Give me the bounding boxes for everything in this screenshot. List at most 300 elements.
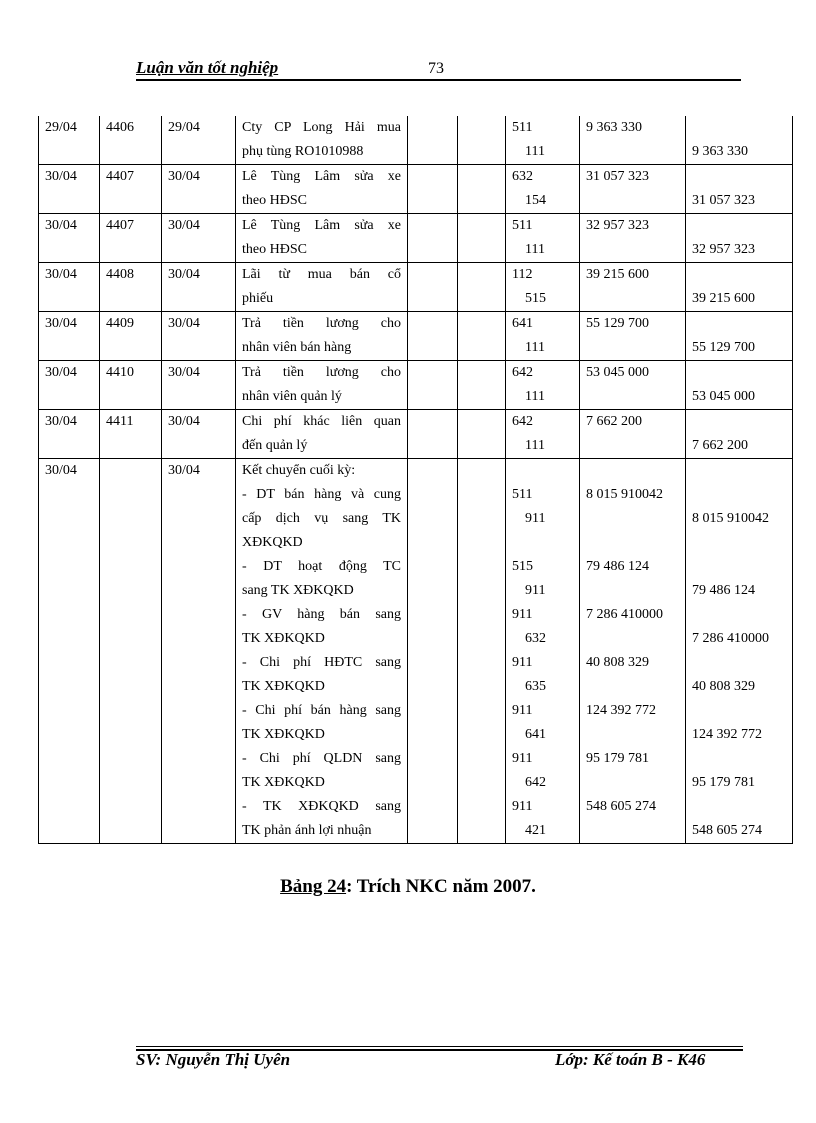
cell-debit: 95 179 781: [580, 747, 686, 771]
cell-blank-1: [408, 771, 458, 795]
cell-credit: [686, 555, 793, 579]
cell-credit: [686, 410, 793, 435]
cell-credit: 79 486 124: [686, 579, 793, 603]
caption-label: Bảng 24: [280, 876, 347, 897]
cell-description: Cty CP Long Hải mua: [236, 116, 408, 140]
cell-voucher-date: [162, 287, 236, 312]
table-row: [39, 214, 793, 239]
table-row: [39, 483, 793, 507]
cell-blank-2: [458, 819, 506, 844]
cell-credit: [686, 795, 793, 819]
cell-voucher-no: [100, 675, 162, 699]
cell-blank-2: [458, 507, 506, 531]
cell-debit: [580, 140, 686, 165]
table-row: [39, 723, 793, 747]
cell-description: sang TK XĐKQKD: [236, 579, 408, 603]
cell-description: TK phản ánh lợi nhuận: [236, 819, 408, 844]
cell-debit: 548 605 274: [580, 795, 686, 819]
cell-description: Lãi từ mua bán cổ: [236, 263, 408, 288]
cell-blank-2: [458, 214, 506, 239]
cell-credit: 7 286 410000: [686, 627, 793, 651]
cell-blank-2: [458, 747, 506, 771]
cell-credit: [686, 263, 793, 288]
cell-debit: [580, 385, 686, 410]
cell-voucher-no: [100, 385, 162, 410]
cell-voucher-date: [162, 723, 236, 747]
table-row: [39, 410, 793, 435]
table-row: [39, 747, 793, 771]
cell-debit: [580, 434, 686, 459]
cell-blank-2: [458, 361, 506, 386]
cell-blank-1: [408, 531, 458, 555]
cell-credit: [686, 165, 793, 190]
cell-account: [506, 459, 580, 484]
cell-record-date: [39, 385, 100, 410]
cell-blank-1: [408, 699, 458, 723]
cell-debit: 124 392 772: [580, 699, 686, 723]
cell-description: - DT bán hàng và cung: [236, 483, 408, 507]
cell-blank-2: [458, 287, 506, 312]
cell-voucher-no: 4407: [100, 214, 162, 239]
cell-account: 511: [506, 214, 580, 239]
journal-table-body: [39, 116, 793, 844]
cell-account: 911: [506, 747, 580, 771]
cell-voucher-no: [100, 627, 162, 651]
cell-account: 111: [506, 238, 580, 263]
cell-voucher-no: [100, 747, 162, 771]
cell-description: Trả tiền lương cho: [236, 312, 408, 337]
cell-account: 642: [506, 410, 580, 435]
cell-blank-1: [408, 627, 458, 651]
cell-account: 511: [506, 483, 580, 507]
cell-account: 911: [506, 699, 580, 723]
cell-description: Trả tiền lương cho: [236, 361, 408, 386]
table-row: [39, 795, 793, 819]
cell-blank-1: [408, 819, 458, 844]
cell-voucher-no: [100, 723, 162, 747]
cell-blank-1: [408, 579, 458, 603]
cell-voucher-no: 4409: [100, 312, 162, 337]
cell-voucher-date: [162, 627, 236, 651]
cell-record-date: 29/04: [39, 116, 100, 140]
header-rule: [136, 79, 741, 81]
cell-blank-1: [408, 434, 458, 459]
cell-credit: 9 363 330: [686, 140, 793, 165]
cell-voucher-no: 4410: [100, 361, 162, 386]
cell-voucher-date: 30/04: [162, 361, 236, 386]
cell-voucher-no: 4406: [100, 116, 162, 140]
cell-voucher-date: [162, 238, 236, 263]
cell-voucher-date: 30/04: [162, 459, 236, 484]
cell-voucher-date: [162, 434, 236, 459]
cell-account: 911: [506, 507, 580, 531]
cell-blank-1: [408, 723, 458, 747]
cell-description: Chi phí khác liên quan: [236, 410, 408, 435]
table-row: [39, 579, 793, 603]
cell-blank-1: [408, 165, 458, 190]
cell-record-date: 30/04: [39, 214, 100, 239]
cell-debit: [580, 723, 686, 747]
cell-record-date: [39, 795, 100, 819]
cell-voucher-date: [162, 819, 236, 844]
cell-credit: 7 662 200: [686, 434, 793, 459]
cell-account: 642: [506, 771, 580, 795]
cell-blank-2: [458, 531, 506, 555]
cell-record-date: 30/04: [39, 165, 100, 190]
cell-record-date: [39, 238, 100, 263]
cell-description: phiếu: [236, 287, 408, 312]
cell-blank-2: [458, 165, 506, 190]
cell-voucher-no: [100, 651, 162, 675]
cell-debit: [580, 238, 686, 263]
cell-voucher-no: [100, 603, 162, 627]
table-row: [39, 675, 793, 699]
cell-debit: 8 015 910042: [580, 483, 686, 507]
cell-description: phụ tùng RO1010988: [236, 140, 408, 165]
table-row: [39, 459, 793, 484]
caption-text: : Trích NKC năm 2007.: [346, 876, 536, 897]
cell-debit: 31 057 323: [580, 165, 686, 190]
cell-voucher-no: 4407: [100, 165, 162, 190]
cell-blank-2: [458, 434, 506, 459]
cell-blank-2: [458, 603, 506, 627]
cell-blank-1: [408, 507, 458, 531]
cell-debit: 40 808 329: [580, 651, 686, 675]
cell-description: nhân viên quản lý: [236, 385, 408, 410]
cell-record-date: [39, 627, 100, 651]
cell-blank-1: [408, 555, 458, 579]
cell-voucher-no: [100, 459, 162, 484]
cell-voucher-date: [162, 675, 236, 699]
cell-record-date: [39, 747, 100, 771]
cell-account: 632: [506, 165, 580, 190]
cell-account: 641: [506, 312, 580, 337]
cell-blank-2: [458, 263, 506, 288]
cell-debit: 79 486 124: [580, 555, 686, 579]
cell-voucher-date: 30/04: [162, 214, 236, 239]
cell-account: 911: [506, 795, 580, 819]
table-row: [39, 116, 793, 140]
cell-voucher-date: [162, 795, 236, 819]
cell-voucher-date: [162, 385, 236, 410]
cell-blank-1: [408, 287, 458, 312]
cell-description: - Chi phí QLDN sang: [236, 747, 408, 771]
cell-blank-1: [408, 603, 458, 627]
cell-description: đến quản lý: [236, 434, 408, 459]
table-row: [39, 603, 793, 627]
table-row: [39, 507, 793, 531]
cell-debit: 32 957 323: [580, 214, 686, 239]
cell-voucher-no: [100, 140, 162, 165]
cell-voucher-date: [162, 189, 236, 214]
cell-voucher-no: [100, 483, 162, 507]
cell-record-date: [39, 189, 100, 214]
cell-voucher-date: [162, 603, 236, 627]
cell-blank-2: [458, 651, 506, 675]
cell-blank-2: [458, 336, 506, 361]
cell-description: TK XĐKQKD: [236, 675, 408, 699]
cell-record-date: [39, 699, 100, 723]
table-row: [39, 819, 793, 844]
cell-credit: [686, 651, 793, 675]
cell-voucher-date: [162, 699, 236, 723]
cell-voucher-no: [100, 531, 162, 555]
cell-blank-2: [458, 795, 506, 819]
cell-blank-2: [458, 699, 506, 723]
cell-credit: [686, 699, 793, 723]
cell-account: 632: [506, 627, 580, 651]
cell-blank-2: [458, 312, 506, 337]
cell-voucher-date: [162, 507, 236, 531]
cell-blank-1: [408, 795, 458, 819]
cell-blank-1: [408, 459, 458, 484]
cell-record-date: [39, 603, 100, 627]
cell-description: XĐKQKD: [236, 531, 408, 555]
cell-blank-2: [458, 410, 506, 435]
cell-debit: 7 662 200: [580, 410, 686, 435]
cell-description: - GV hàng bán sang: [236, 603, 408, 627]
journal-table: [38, 116, 793, 844]
cell-record-date: [39, 675, 100, 699]
cell-record-date: [39, 507, 100, 531]
footer-class: Lớp: Kế toán B - K46: [555, 1050, 706, 1069]
cell-description: theo HĐSC: [236, 238, 408, 263]
cell-voucher-date: [162, 651, 236, 675]
cell-record-date: [39, 336, 100, 361]
cell-blank-1: [408, 361, 458, 386]
cell-credit: [686, 214, 793, 239]
cell-credit: 39 215 600: [686, 287, 793, 312]
cell-blank-2: [458, 140, 506, 165]
cell-credit: 124 392 772: [686, 723, 793, 747]
table-row: [39, 189, 793, 214]
cell-blank-1: [408, 675, 458, 699]
cell-credit: 548 605 274: [686, 819, 793, 844]
cell-voucher-no: [100, 699, 162, 723]
table-row: [39, 287, 793, 312]
cell-credit: 31 057 323: [686, 189, 793, 214]
cell-account: 154: [506, 189, 580, 214]
cell-voucher-date: [162, 336, 236, 361]
cell-blank-2: [458, 555, 506, 579]
cell-voucher-no: [100, 336, 162, 361]
cell-voucher-date: [162, 579, 236, 603]
cell-account: 511: [506, 116, 580, 140]
cell-record-date: 30/04: [39, 410, 100, 435]
cell-description: Lê Tùng Lâm sửa xe: [236, 165, 408, 190]
cell-blank-2: [458, 579, 506, 603]
cell-voucher-no: [100, 434, 162, 459]
table-row: [39, 771, 793, 795]
cell-credit: [686, 312, 793, 337]
cell-credit: [686, 116, 793, 140]
cell-blank-1: [408, 336, 458, 361]
cell-blank-1: [408, 651, 458, 675]
cell-voucher-date: [162, 483, 236, 507]
cell-voucher-no: [100, 238, 162, 263]
cell-debit: 7 286 410000: [580, 603, 686, 627]
cell-account: 111: [506, 336, 580, 361]
cell-record-date: [39, 579, 100, 603]
cell-credit: 53 045 000: [686, 385, 793, 410]
table-row: [39, 165, 793, 190]
cell-voucher-no: [100, 819, 162, 844]
cell-blank-1: [408, 189, 458, 214]
cell-account: 111: [506, 434, 580, 459]
cell-record-date: [39, 771, 100, 795]
cell-blank-1: [408, 214, 458, 239]
cell-account: 635: [506, 675, 580, 699]
cell-debit: [580, 675, 686, 699]
cell-voucher-no: [100, 771, 162, 795]
cell-record-date: [39, 555, 100, 579]
cell-blank-2: [458, 483, 506, 507]
cell-description: theo HĐSC: [236, 189, 408, 214]
cell-voucher-date: [162, 140, 236, 165]
cell-record-date: 30/04: [39, 361, 100, 386]
table-row: [39, 361, 793, 386]
cell-description: - TK XĐKQKD sang: [236, 795, 408, 819]
cell-debit: 53 045 000: [580, 361, 686, 386]
table-row: [39, 238, 793, 263]
cell-voucher-date: 29/04: [162, 116, 236, 140]
cell-debit: [580, 459, 686, 484]
cell-record-date: [39, 819, 100, 844]
cell-voucher-date: 30/04: [162, 410, 236, 435]
cell-debit: [580, 579, 686, 603]
table-caption: [0, 876, 816, 898]
table-row: [39, 263, 793, 288]
cell-description: TK XĐKQKD: [236, 723, 408, 747]
cell-credit: [686, 603, 793, 627]
cell-credit: 8 015 910042: [686, 507, 793, 531]
cell-description: nhân viên bán hàng: [236, 336, 408, 361]
cell-record-date: [39, 434, 100, 459]
cell-credit: 95 179 781: [686, 771, 793, 795]
cell-blank-1: [408, 263, 458, 288]
table-row: [39, 312, 793, 337]
cell-account: 111: [506, 385, 580, 410]
cell-record-date: [39, 723, 100, 747]
cell-voucher-no: [100, 507, 162, 531]
cell-blank-2: [458, 238, 506, 263]
cell-record-date: [39, 287, 100, 312]
cell-debit: 55 129 700: [580, 312, 686, 337]
cell-voucher-no: [100, 555, 162, 579]
cell-account: 112: [506, 263, 580, 288]
cell-blank-1: [408, 747, 458, 771]
table-row: [39, 627, 793, 651]
cell-blank-1: [408, 385, 458, 410]
cell-voucher-date: 30/04: [162, 312, 236, 337]
cell-voucher-no: [100, 795, 162, 819]
cell-description: TK XĐKQKD: [236, 771, 408, 795]
cell-record-date: 30/04: [39, 263, 100, 288]
table-row: [39, 699, 793, 723]
cell-record-date: [39, 140, 100, 165]
cell-debit: [580, 531, 686, 555]
cell-debit: [580, 771, 686, 795]
cell-debit: [580, 627, 686, 651]
cell-record-date: [39, 531, 100, 555]
page-number: 73: [428, 60, 444, 77]
cell-description: Kết chuyển cuối kỳ:: [236, 459, 408, 484]
table-row: [39, 385, 793, 410]
table-row: [39, 336, 793, 361]
cell-voucher-date: [162, 555, 236, 579]
cell-voucher-no: [100, 579, 162, 603]
cell-blank-1: [408, 312, 458, 337]
cell-credit: 55 129 700: [686, 336, 793, 361]
cell-voucher-date: 30/04: [162, 165, 236, 190]
cell-description: - Chi phí HĐTC sang: [236, 651, 408, 675]
cell-blank-2: [458, 385, 506, 410]
cell-debit: [580, 819, 686, 844]
cell-voucher-date: [162, 771, 236, 795]
cell-blank-2: [458, 723, 506, 747]
cell-description: - DT hoạt động TC: [236, 555, 408, 579]
cell-credit: 32 957 323: [686, 238, 793, 263]
footer-student: SV: Nguyễn Thị Uyên: [136, 1050, 291, 1069]
cell-debit: [580, 507, 686, 531]
cell-account: 111: [506, 140, 580, 165]
cell-record-date: 30/04: [39, 459, 100, 484]
cell-account: 911: [506, 603, 580, 627]
cell-debit: [580, 336, 686, 361]
cell-voucher-no: 4408: [100, 263, 162, 288]
table-row: [39, 531, 793, 555]
cell-blank-1: [408, 410, 458, 435]
cell-voucher-date: 30/04: [162, 263, 236, 288]
cell-record-date: [39, 651, 100, 675]
cell-credit: [686, 747, 793, 771]
cell-debit: [580, 189, 686, 214]
cell-account: 421: [506, 819, 580, 844]
cell-account: [506, 531, 580, 555]
cell-blank-2: [458, 189, 506, 214]
table-row: [39, 434, 793, 459]
cell-description: cấp dịch vụ sang TK: [236, 507, 408, 531]
cell-blank-2: [458, 771, 506, 795]
table-row: [39, 140, 793, 165]
cell-record-date: [39, 483, 100, 507]
cell-record-date: 30/04: [39, 312, 100, 337]
cell-credit: [686, 459, 793, 484]
cell-voucher-no: [100, 189, 162, 214]
cell-debit: 39 215 600: [580, 263, 686, 288]
cell-blank-2: [458, 459, 506, 484]
cell-account: 911: [506, 651, 580, 675]
header-title: Luận văn tốt nghiệp: [136, 58, 279, 77]
cell-credit: [686, 361, 793, 386]
cell-credit: [686, 531, 793, 555]
cell-debit: 9 363 330: [580, 116, 686, 140]
cell-debit: [580, 287, 686, 312]
cell-account: 642: [506, 361, 580, 386]
cell-credit: [686, 483, 793, 507]
cell-account: 641: [506, 723, 580, 747]
cell-blank-1: [408, 140, 458, 165]
cell-account: 515: [506, 287, 580, 312]
table-row: [39, 555, 793, 579]
cell-account: 515: [506, 555, 580, 579]
cell-blank-1: [408, 483, 458, 507]
table-row: [39, 651, 793, 675]
cell-voucher-no: 4411: [100, 410, 162, 435]
cell-credit: 40 808 329: [686, 675, 793, 699]
cell-voucher-no: [100, 287, 162, 312]
cell-voucher-date: [162, 747, 236, 771]
